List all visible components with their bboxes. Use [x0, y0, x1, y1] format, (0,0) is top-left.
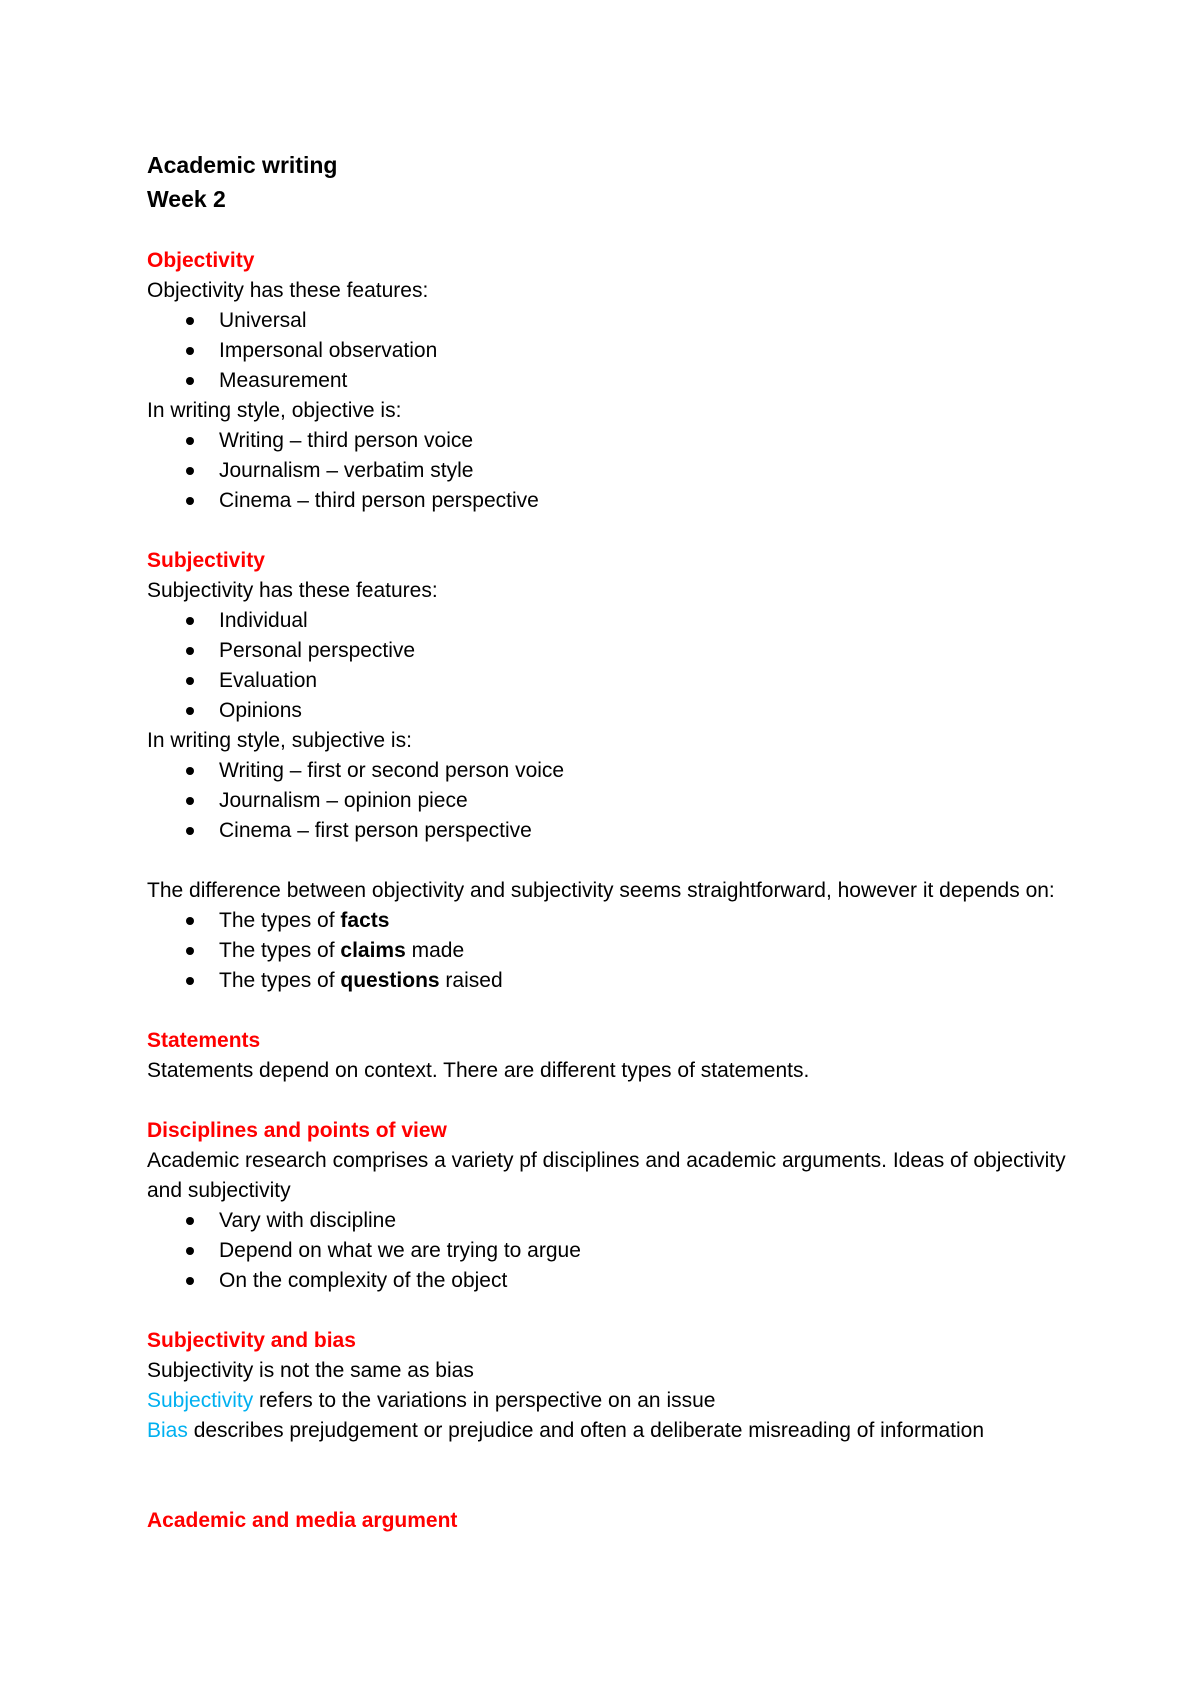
list-item: Journalism – verbatim style	[147, 456, 1087, 486]
document-title: Academic writing	[147, 152, 338, 178]
bullet-icon	[186, 467, 194, 475]
subjectivity-intro: Subjectivity has these features:	[147, 579, 438, 602]
document-page	[147, 148, 1087, 1536]
document-subtitle: Week 2	[147, 186, 226, 212]
list-item: Measurement	[147, 366, 1087, 396]
bullet-icon	[186, 677, 194, 685]
bullet-icon	[186, 647, 194, 655]
objectivity-heading: Objectivity	[147, 249, 255, 272]
bullet-icon	[186, 347, 194, 355]
bullet-icon	[186, 1277, 194, 1285]
bias-heading: Subjectivity and bias	[147, 1329, 356, 1352]
list-item: Opinions	[147, 696, 1087, 726]
disciplines-heading: Disciplines and points of view	[147, 1119, 447, 1142]
objectivity-style-intro: In writing style, objective is:	[147, 399, 402, 422]
disciplines-list	[147, 1206, 1087, 1296]
bias-term: Bias	[147, 1419, 188, 1442]
bullet-icon	[186, 1217, 194, 1225]
bullet-icon	[186, 767, 194, 775]
list-item: Individual	[147, 606, 1087, 636]
subjectivity-styles-list	[147, 756, 1087, 846]
list-item: Cinema – third person perspective	[147, 486, 1087, 516]
subjectivity-term: Subjectivity	[147, 1389, 254, 1412]
disciplines-paragraph: Academic research comprises a variety pf disciplines and academic arguments. Ideas of objectivity and subjectivity	[147, 1149, 1072, 1202]
difference-paragraph: The difference between objectivity and subjectivity seems straightforward, however it depends on:	[147, 879, 1055, 902]
media-heading: Academic and media argument	[147, 1509, 458, 1532]
list-item: On the complexity of the object	[147, 1266, 1087, 1296]
list-item: The types of claims made	[147, 936, 1087, 966]
bullet-icon	[186, 617, 194, 625]
list-item: Personal perspective	[147, 636, 1087, 666]
objectivity-styles-list	[147, 426, 1087, 516]
list-item: Cinema – first person perspective	[147, 816, 1087, 846]
objectivity-features-list	[147, 306, 1087, 396]
subjectivity-style-intro: In writing style, subjective is:	[147, 729, 412, 752]
bullet-icon	[186, 917, 194, 925]
list-item: The types of questions raised	[147, 966, 1087, 996]
list-item: Vary with discipline	[147, 1206, 1087, 1236]
statements-heading: Statements	[147, 1029, 261, 1052]
list-item: Impersonal observation	[147, 336, 1087, 366]
list-item: Universal	[147, 306, 1087, 336]
subjectivity-definition: Subjectivity refers to the variations in perspective on an issue	[147, 1389, 716, 1412]
list-item: Journalism – opinion piece	[147, 786, 1087, 816]
list-item: Writing – first or second person voice	[147, 756, 1087, 786]
list-item: The types of facts	[147, 906, 1087, 936]
bullet-icon	[186, 377, 194, 385]
bullet-icon	[186, 947, 194, 955]
bullet-icon	[186, 707, 194, 715]
bullet-icon	[186, 1247, 194, 1255]
subjectivity-heading: Subjectivity	[147, 549, 265, 572]
bullet-icon	[186, 317, 194, 325]
bullet-icon	[186, 977, 194, 985]
statements-paragraph: Statements depend on context. There are different types of statements.	[147, 1059, 810, 1082]
bias-paragraph: Subjectivity is not the same as bias	[147, 1359, 474, 1382]
bullet-icon	[186, 827, 194, 835]
list-item: Writing – third person voice	[147, 426, 1087, 456]
bullet-icon	[186, 437, 194, 445]
list-item: Depend on what we are trying to argue	[147, 1236, 1087, 1266]
subjectivity-features-list	[147, 606, 1087, 726]
difference-list	[147, 906, 1087, 996]
bullet-icon	[186, 497, 194, 505]
bias-definition: Bias describes prejudgement or prejudice and often a deliberate misreading of information	[147, 1419, 984, 1442]
bullet-icon	[186, 797, 194, 805]
list-item: Evaluation	[147, 666, 1087, 696]
objectivity-intro: Objectivity has these features:	[147, 279, 429, 302]
